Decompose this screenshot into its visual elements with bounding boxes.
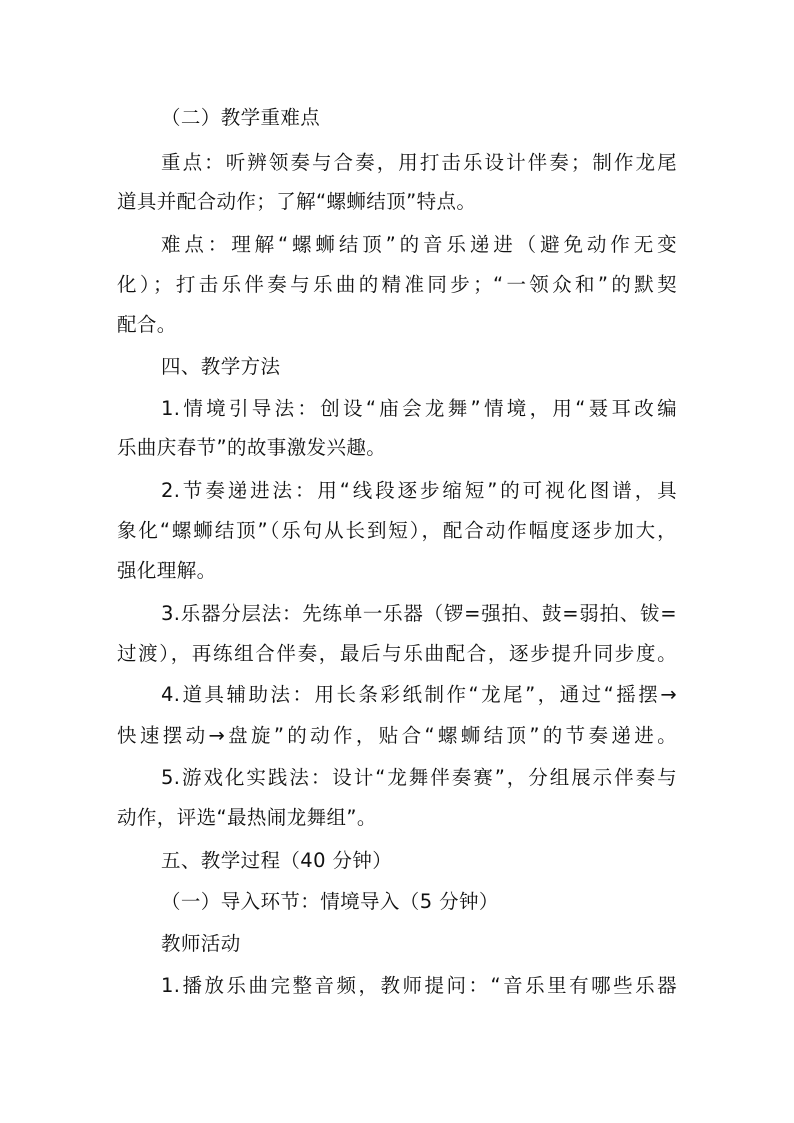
method-3-line-2: 过渡），再练组合伴奏，最后与乐曲配合，逐步提升同步度。 [117, 642, 677, 665]
subheading-teacher-activity: 教师活动 [161, 932, 241, 955]
method-2-line-2: 象化“螺蛳结顶”（乐句从长到短），配合动作幅度逐步加大， [117, 519, 677, 542]
method-1-line-1: 1.情境引导法：创设“庙会龙舞”情境，用“聂耳改编 [161, 397, 677, 420]
paragraph-difficulties-line-2: 化）；打击乐伴奏与乐曲的精准同步；“一领众和”的默契 [117, 273, 677, 296]
method-4-line-1: 4.道具辅助法：用长条彩纸制作“龙尾”，通过“摇摆→ [161, 683, 677, 706]
paragraph-difficulties-line-3: 配合。 [117, 313, 177, 336]
method-1-line-2: 乐曲庆春节”的故事激发兴趣。 [117, 436, 387, 459]
section-heading-teaching-key-points: （二）教学重难点 [161, 106, 321, 129]
section-heading-teaching-process: 五、教学过程（40 分钟） [161, 849, 393, 872]
method-5-line-2: 动作，评选“最热闹龙舞组”。 [117, 806, 377, 829]
paragraph-difficulties-line-1: 难点：理解“螺蛳结顶”的音乐递进（避免动作无变 [161, 233, 677, 256]
method-5-line-1: 5.游戏化实践法：设计“龙舞伴奏赛”，分组展示伴奏与 [161, 766, 677, 789]
method-3-line-1: 3.乐器分层法：先练单一乐器（锣=强拍、鼓=弱拍、钹= [161, 602, 677, 625]
section-heading-teaching-methods: 四、教学方法 [161, 355, 281, 378]
method-2-line-1: 2.节奏递进法：用“线段逐步缩短”的可视化图谱，具 [161, 479, 677, 502]
teacher-activity-line-1: 1.播放乐曲完整音频，教师提问：“音乐里有哪些乐器 [161, 974, 677, 997]
method-2-line-3: 强化理解。 [117, 559, 217, 582]
method-4-line-2: 快速摆动→盘旋”的动作，贴合“螺蛳结顶”的节奏递进。 [117, 724, 677, 747]
paragraph-key-points-line-1: 重点：听辨领奏与合奏，用打击乐设计伴奏；制作龙尾 [161, 151, 677, 174]
paragraph-key-points-line-2: 道具并配合动作；了解“螺蛳结顶”特点。 [117, 190, 477, 213]
subheading-introduction: （一）导入环节：情境导入（5 分钟） [161, 890, 499, 913]
